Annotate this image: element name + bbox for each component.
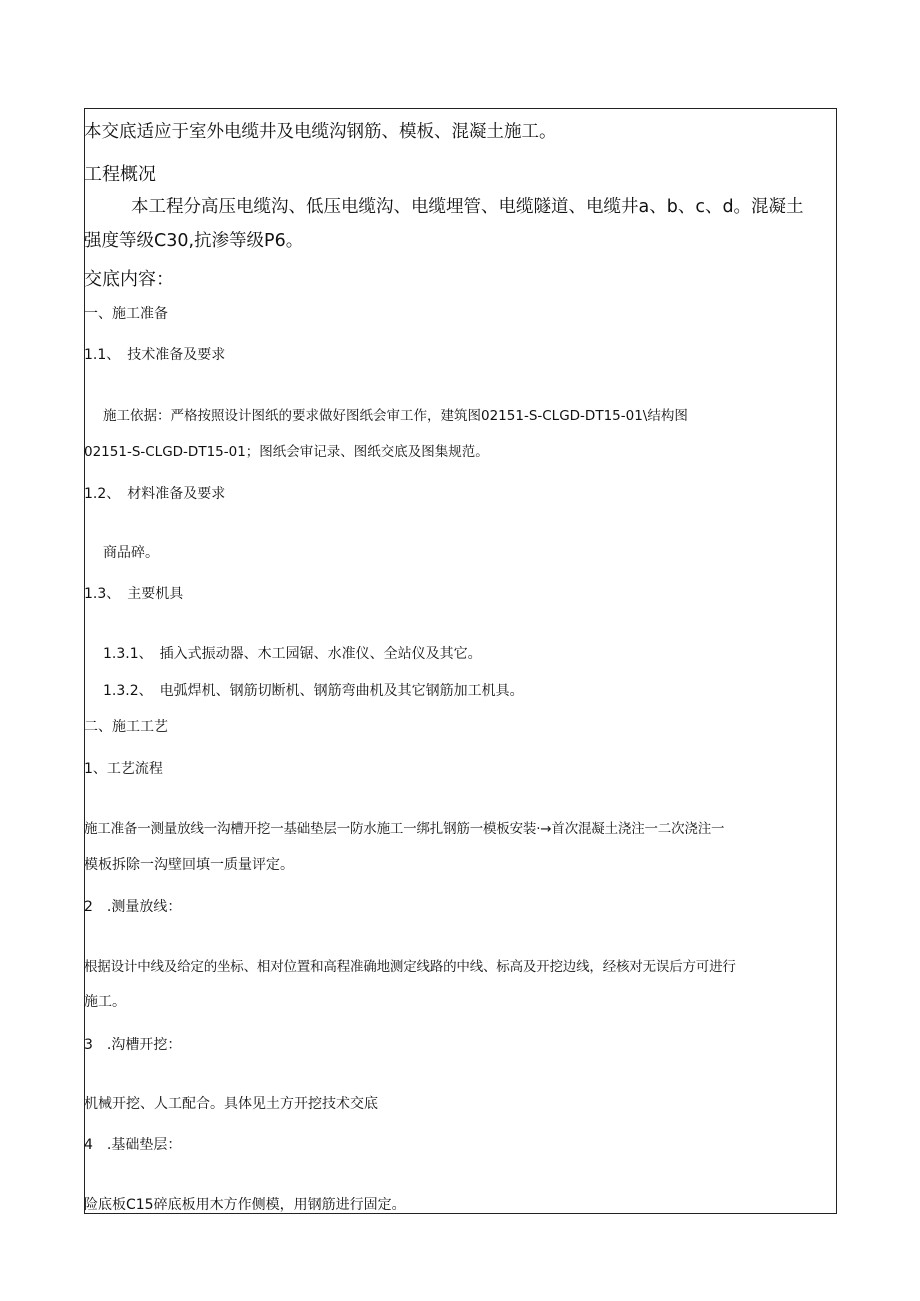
- basis-line-2: 02151-S-CLGD-DT15-01；图纸会审记录、图纸交底及图集规范。: [84, 444, 489, 460]
- section-1-3-heading: 1.3、 主要机具: [84, 586, 184, 602]
- section-2-2-heading: 2 .测量放线：: [84, 899, 182, 915]
- excavation-text: 机械开挖、人工配合。具体见土方开挖技术交底: [84, 1096, 378, 1112]
- section-1-1-heading: 1.1、 技术准备及要求: [84, 347, 226, 363]
- flow-line-2: 模板拆除一沟壁回填一质量评定。: [84, 857, 294, 873]
- section-2-4-heading: 4 .基础垫层：: [84, 1137, 182, 1153]
- overview-heading: 工程概况: [84, 164, 156, 185]
- section-2-heading: 二、施工工艺: [84, 719, 168, 735]
- cushion-text: 险底板C15碎底板用木方作侧模，用钢筋进行固定。: [84, 1197, 406, 1213]
- survey-line-2: 施工。: [84, 994, 126, 1010]
- overview-line-1: 本工程分高压电缆沟、低压电缆沟、电缆埋管、电缆隧道、电缆井a、b、c、d。混凝土: [131, 197, 804, 217]
- survey-line-1: 根据设计中线及给定的坐标、相对位置和高程准确地测定线路的中线、标高及开挖边线，经核对无误后方可进行: [84, 959, 736, 975]
- section-2-3-heading: 3 .沟槽开挖：: [84, 1037, 182, 1053]
- materials-text: 商品碎。: [103, 545, 159, 561]
- basis-line-1: 施工依据：严格按照设计图纸的要求做好图纸会审工作，建筑图02151-S-CLGD-DT15-01\结构图: [103, 408, 688, 424]
- overview-line-2: 强度等级C30,抗渗等级P6。: [84, 231, 304, 251]
- intro-text: 本交底适应于室外电缆井及电缆沟钢筋、模板、混凝土施工。: [84, 122, 557, 142]
- section-2-1-heading: 1、工艺流程: [84, 761, 163, 777]
- section-1-2-heading: 1.2、 材料准备及要求: [84, 486, 226, 502]
- flow-line-1: 施工准备一测量放线一沟槽开挖一基础垫层一防水施工一绑扎钢筋一模板安装·→首次混凝土浇注一二次浇注一: [84, 821, 725, 837]
- section-1-3-2-text: 1.3.2、 电弧焊机、钢筋切断机、钢筋弯曲机及其它钢筋加工机具。: [103, 683, 524, 699]
- section-1-heading: 一、施工准备: [84, 306, 168, 322]
- section-1-3-1-text: 1.3.1、 插入式振动器、木工园锯、水准仪、全站仪及其它。: [103, 646, 482, 662]
- content-heading: 交底内容：: [84, 269, 174, 290]
